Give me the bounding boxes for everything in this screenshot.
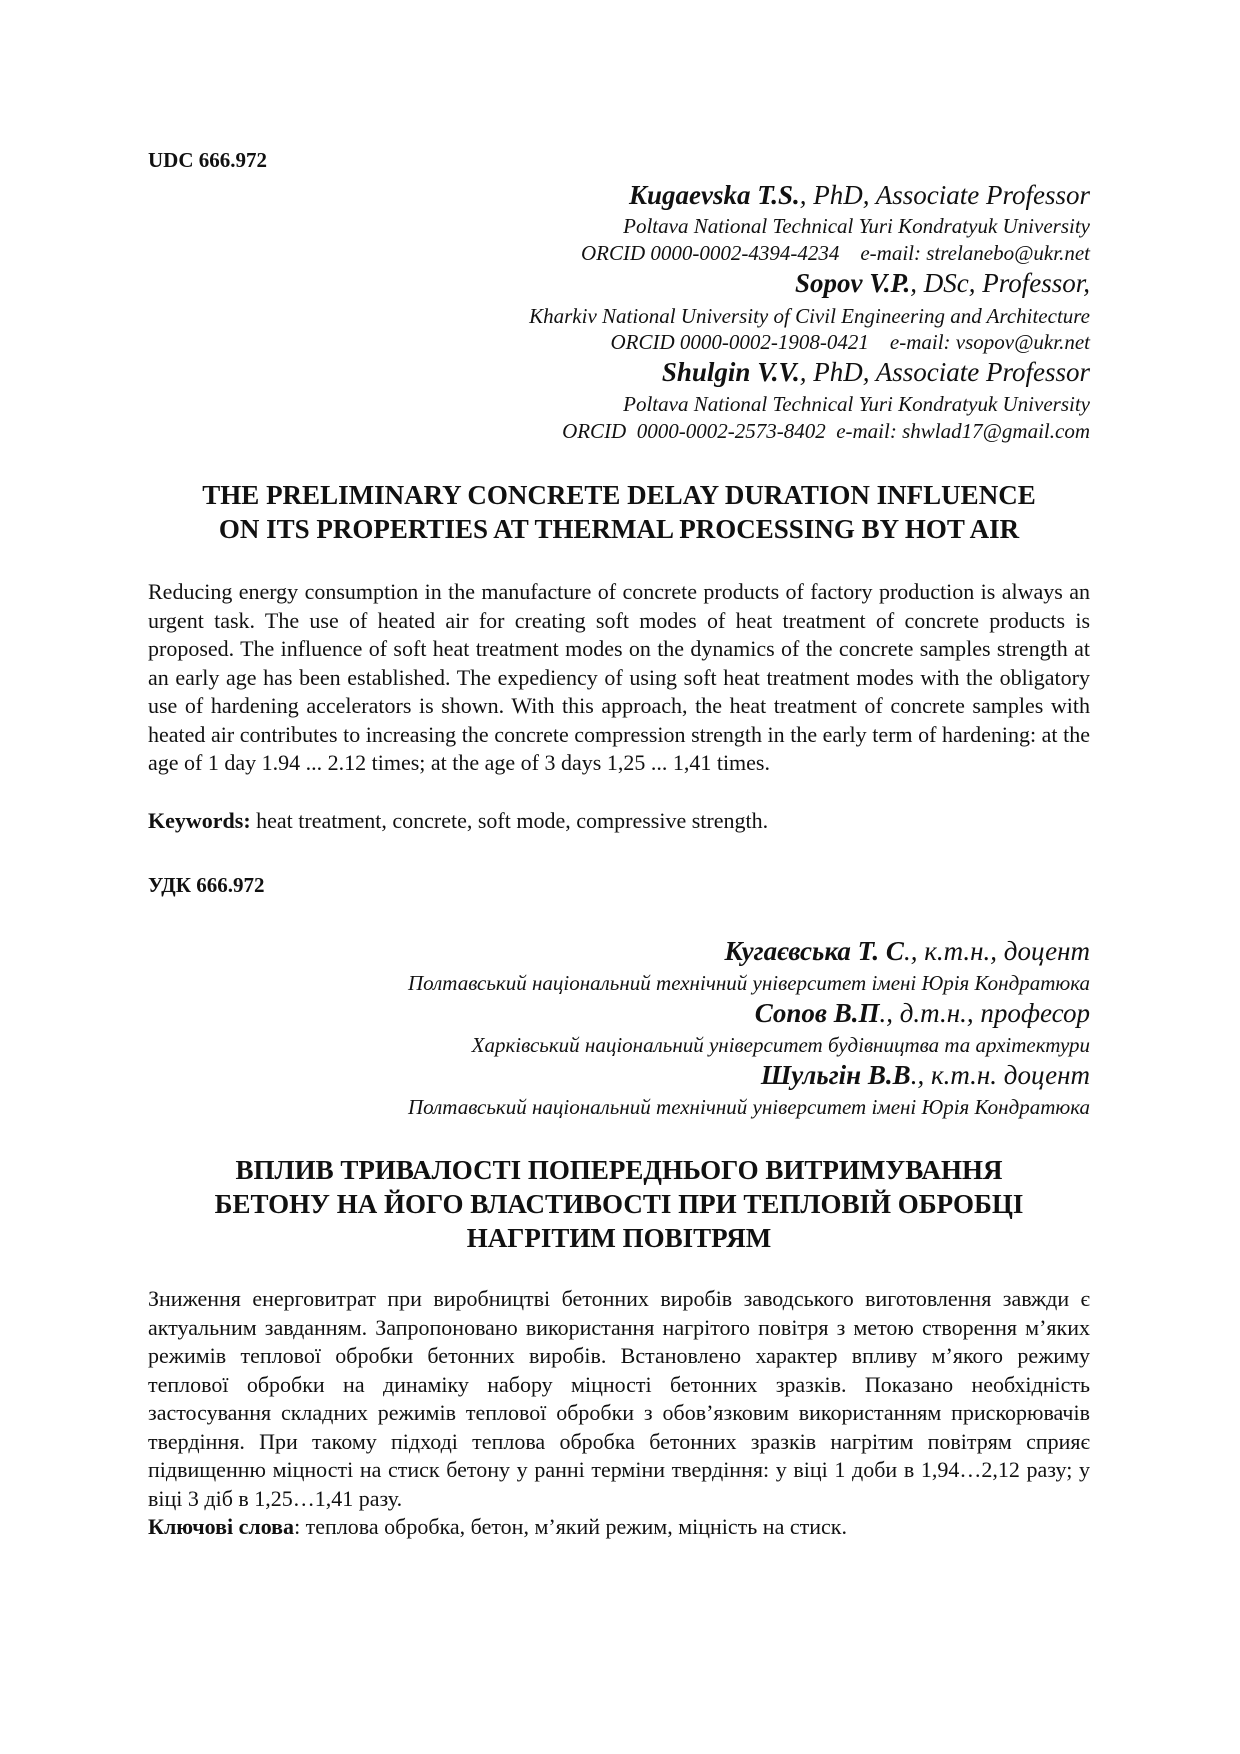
title-line: ВПЛИВ ТРИВАЛОСТІ ПОПЕРЕДНЬОГО ВИТРИМУВАННЯ: [235, 1155, 1003, 1185]
author-degree: , PhD, Associate Professor: [799, 180, 1090, 210]
author-name: Шульгін В.В: [760, 1060, 911, 1090]
author-3-en: [662, 357, 1090, 388]
keywords-ua: [148, 1514, 1090, 1540]
author-name: Sopov V.P.: [794, 268, 911, 298]
paper-title-ua: [148, 1153, 1090, 1255]
udc-code-ua: УДК 666.972: [148, 873, 265, 897]
abstract-en: Reducing energy consumption in the manufacture of concrete products of factory production is always an urgent task. The use of heated air for creating soft modes of heat treatment of concrete products is proposed. The influence of soft heat treatment modes on the dynamics of the concrete samples strength at an early age has been established. The expediency of using soft heat treatment modes with the obligatory use of hardening accelerators is shown. With this approach, the heat treatment of concrete samples with heated air contributes to increasing the concrete compression strength in the early term of hardening: at the age of 1 day 1.94 ... 2.12 times; at the age of 3 days 1,25 ... 1,41 times.: [148, 579, 1090, 775]
author-2-ids-en: ORCID 0000-0002-1908-0421 e-mail: vsopov@ukr.net: [610, 330, 1090, 354]
abstract-ua: Зниження енерговитрат при виробництві бетонних виробів заводського виготовлення завжди є актуальним завданням. Запропоновано використання нагрітого повітря з метою створення м’яких режимів теплової обробки бетонних виробів. Встановлено характер впливу м’якого режиму теплової обробки на динаміку набору міцності бетонних зразків. Показано необхідність застосування складних режимів теплової обробки з обов’язковим використанням прискорювачів твердіння. При такому підході теплова обробка бетонних зразків нагрітим повітрям сприяє підвищенню міцності на стиск бетону у ранні терміни твердіння: у віці 1 доби в 1,94…2,12 разу; у віці 3 діб в 1,25…1,41 разу.: [148, 1286, 1090, 1511]
title-line: THE PRELIMINARY CONCRETE DELAY DURATION INFLUENCE: [202, 480, 1036, 510]
author-2-ua: [755, 998, 1090, 1029]
author-degree: , PhD, Associate Professor: [799, 357, 1090, 387]
title-line: БЕТОНУ НА ЙОГО ВЛАСТИВОСТІ ПРИ ТЕПЛОВІЙ ОБРОБЦІ: [214, 1189, 1024, 1219]
author-2-affiliation-ua: Харківський національний університет будівництва та архітектури: [471, 1033, 1090, 1057]
author-name: Shulgin V.V.: [661, 357, 800, 387]
keywords-text: heat treatment, concrete, soft mode, compressive strength.: [250, 808, 769, 833]
keywords-label: Keywords:: [148, 808, 251, 833]
author-3-affiliation-en: Poltava National Technical Yuri Kondratyuk University: [623, 392, 1090, 416]
author-2-affiliation-en: Kharkiv National University of Civil Engineering and Architecture: [529, 304, 1090, 328]
author-name: Kugaevska T.S.: [628, 180, 800, 210]
author-2-en: [795, 268, 1090, 299]
author-1-ids-en: ORCID 0000-0002-4394-4234 e-mail: strelanebo@ukr.net: [580, 241, 1090, 265]
author-degree: ., к.т.н. доцент: [910, 1060, 1090, 1090]
author-3-ua: [761, 1060, 1090, 1091]
author-1-ua: [725, 936, 1090, 967]
author-name: Кугаєвська Т. С: [724, 936, 904, 966]
author-3-ids-en: ORCID 0000-0002-2573-8402 e-mail: shwlad17@gmail.com: [562, 419, 1090, 443]
paper-title-en: [148, 478, 1090, 546]
author-degree: , DSc, Professor,: [910, 268, 1090, 298]
keywords-en: [148, 808, 1090, 834]
udc-code-en: UDC 666.972: [148, 148, 267, 172]
author-degree: ., д.т.н., професор: [879, 998, 1090, 1028]
author-1-affiliation-en: Poltava National Technical Yuri Kondratyuk University: [623, 214, 1090, 238]
title-line: ON ITS PROPERTIES AT THERMAL PROCESSING BY HOT AIR: [218, 514, 1020, 544]
keywords-label: Ключові слова: [148, 1514, 295, 1539]
author-3-affiliation-ua: Полтавський національний технічний університет імені Юрія Кондратюка: [407, 1095, 1090, 1119]
title-line: НАГРІТИМ ПОВІТРЯМ: [466, 1223, 772, 1253]
author-1-affiliation-ua: Полтавський національний технічний університет імені Юрія Кондратюка: [407, 971, 1090, 995]
keywords-text: : теплова обробка, бетон, м’який режим, міцність на стиск.: [294, 1514, 847, 1539]
author-degree: ., к.т.н., доцент: [903, 936, 1090, 966]
author-1-en: [629, 180, 1090, 211]
author-name: Сопов В.П: [754, 998, 880, 1028]
